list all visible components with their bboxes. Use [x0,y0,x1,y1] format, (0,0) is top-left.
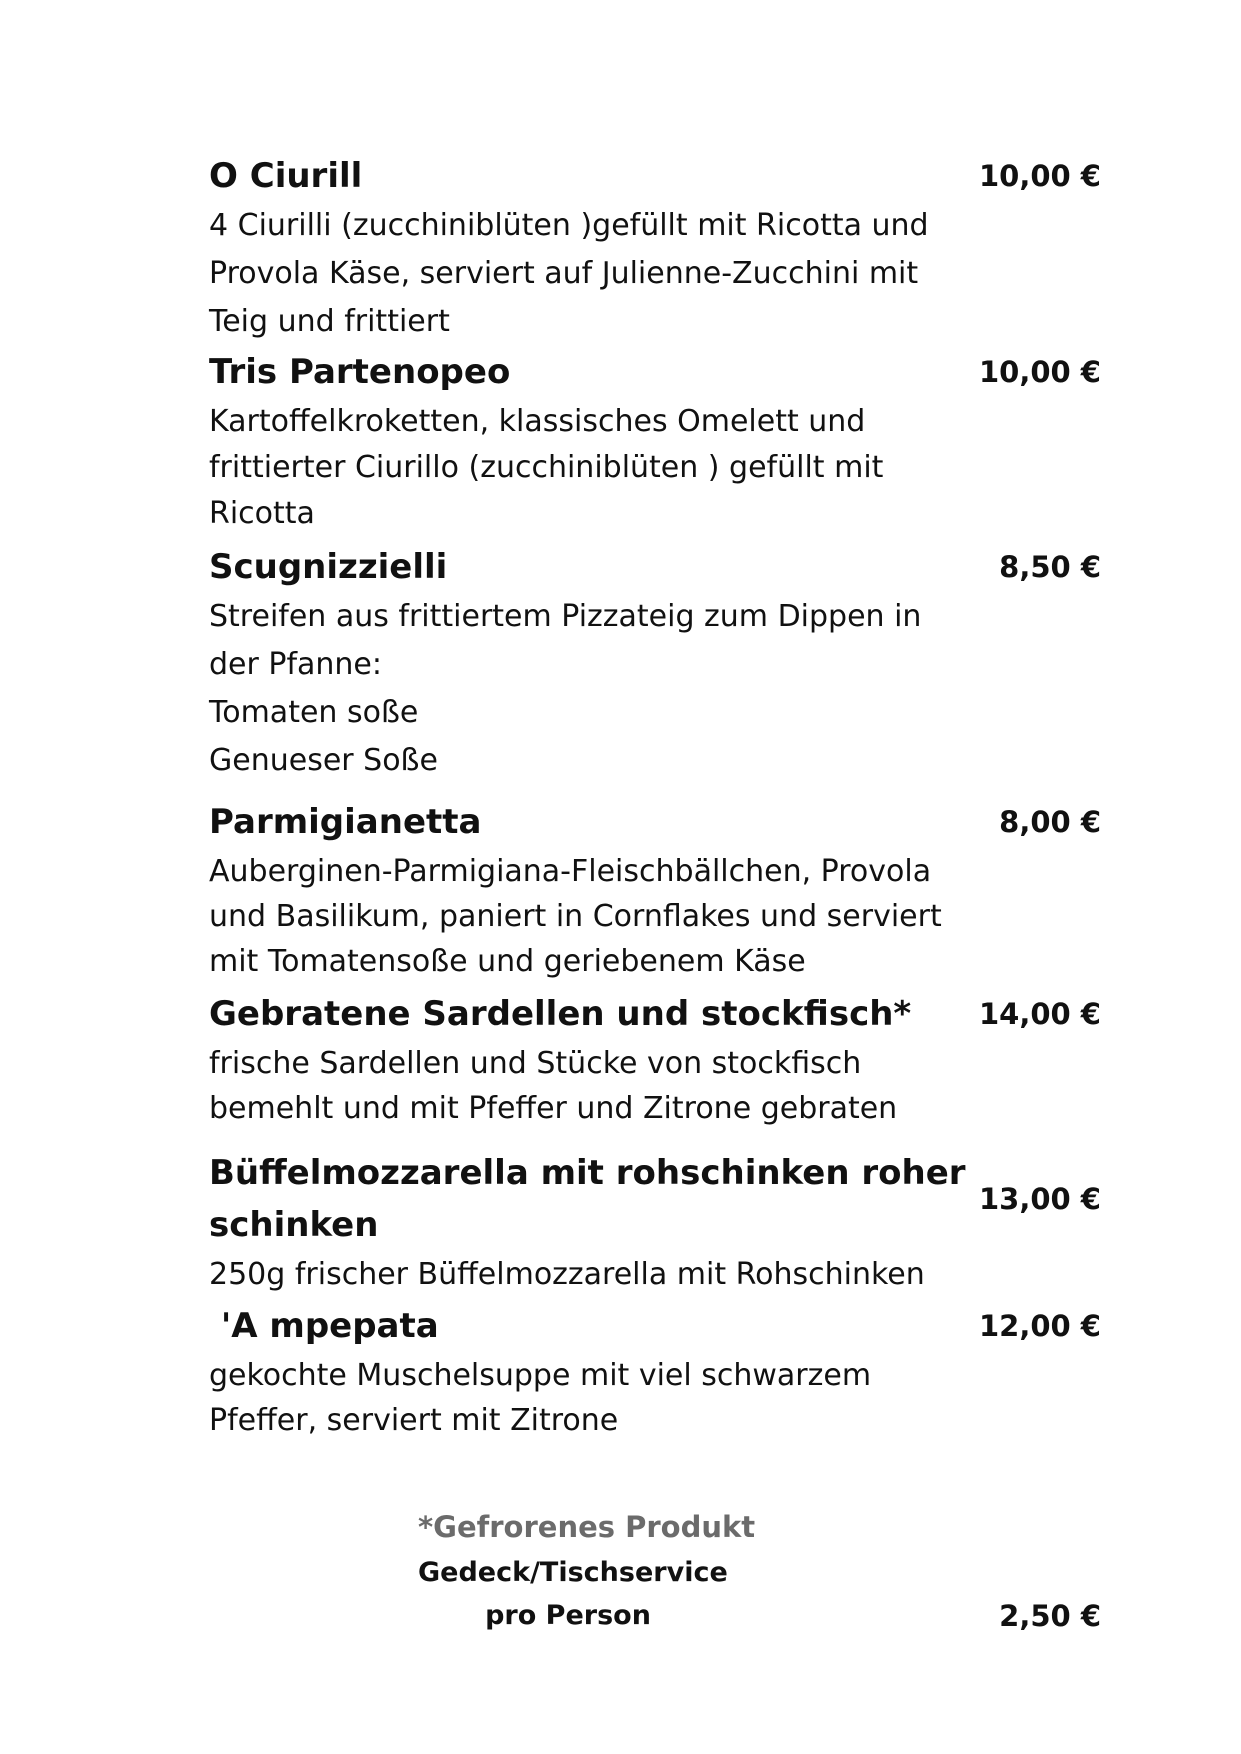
cover-label-per-person: pro Person [485,1600,651,1631]
item-price: 13,00 € [978,1182,1101,1216]
item-desc-line: frittierter Ciurillo (zucchiniblüten ) gefüllt mit [209,450,884,485]
item-price: 8,00 € [999,805,1101,839]
item-desc-line: Tomaten soße [209,695,419,730]
frozen-note: *Gefrorenes Produkt [418,1510,756,1544]
item-price: 8,50 € [999,550,1101,584]
item-desc-line: der Pfanne: [209,647,382,682]
item-desc-line: Streifen aus frittiertem Pizzateig zum Dippen in [209,599,922,634]
item-title: Parmigianetta [209,802,482,842]
item-desc-line: gekochte Muschelsuppe mit viel schwarzem [209,1358,872,1393]
cover-label: Gedeck/Tischservice [418,1557,728,1588]
item-title: Tris Partenopeo [209,352,511,392]
item-title: Scugnizzielli [209,547,448,587]
item-price: 10,00 € [978,355,1101,389]
cover-price: 2,50 € [999,1599,1101,1633]
item-price: 12,00 € [978,1309,1101,1343]
item-desc-line: Teig und frittiert [209,304,450,339]
item-title: Gebratene Sardellen und stockfisch* [209,994,912,1034]
item-desc-line: Auberginen-Parmigiana-Fleischbällchen, Provola [209,854,932,889]
item-desc-line: bemehlt und mit Pfeffer und Zitrone gebraten [209,1091,898,1126]
item-desc-line: und Basilikum, paniert in Cornflakes und serviert [209,899,942,934]
item-desc-line: 250g frischer Büffelmozzarella mit Rohschinken [209,1257,925,1292]
item-desc-line: 4 Ciurilli (zucchiniblüten )gefüllt mit Ricotta und [209,208,929,243]
item-desc-line: Provola Käse, serviert auf Julienne-Zucchini mit [209,256,919,291]
item-desc-line: Pfeffer, serviert mit Zitrone [209,1403,619,1438]
item-title: schinken [209,1205,379,1245]
item-desc-line: Ricotta [209,496,315,531]
item-title: Büffelmozzarella mit rohschinken roher [209,1153,966,1193]
item-desc-line: Genueser Soße [209,743,438,778]
item-desc-line: mit Tomatensoße und geriebenem Käse [209,944,806,979]
item-price: 10,00 € [978,159,1101,193]
item-desc-line: frische Sardellen und Stücke von stockfisch [209,1046,862,1081]
item-desc-line: Kartoffelkroketten, klassisches Omelett und [209,404,866,439]
item-title: 'A mpepata [209,1306,439,1346]
item-title: O Ciurill [209,156,363,196]
item-price: 14,00 € [978,997,1101,1031]
